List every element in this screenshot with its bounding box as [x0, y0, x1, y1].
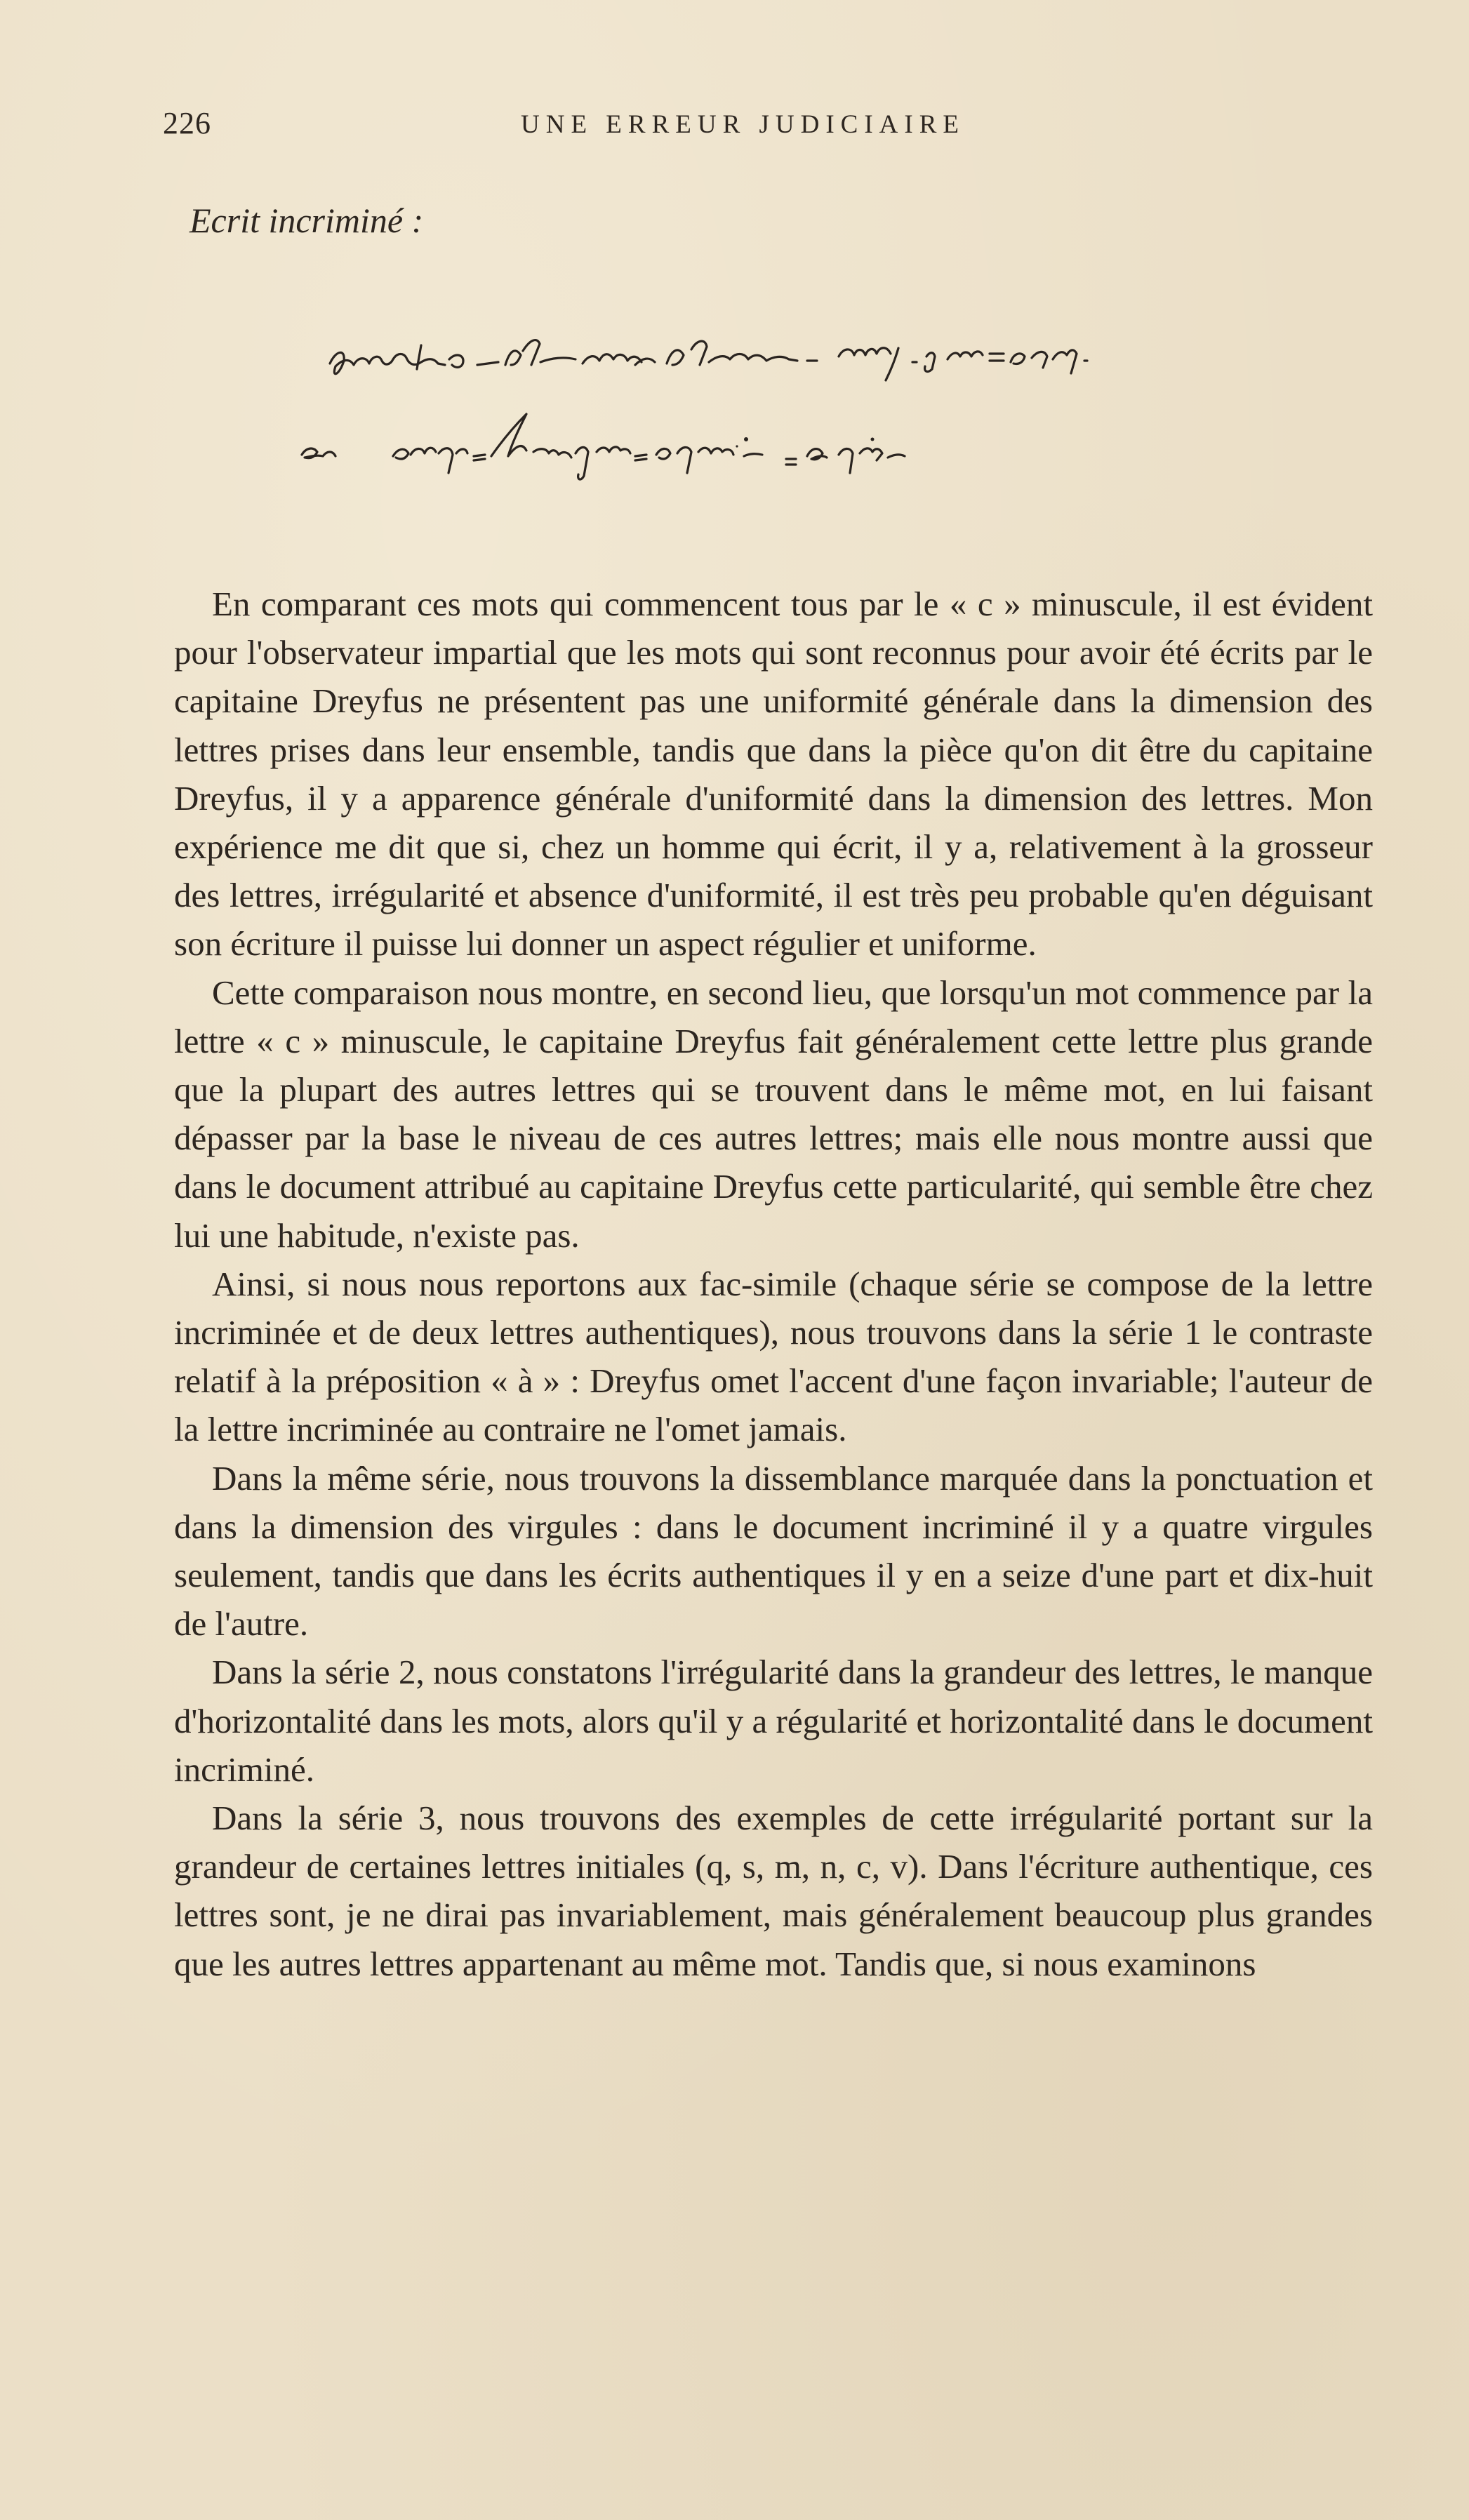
paragraph-4: Dans la même série, nous trouvons la dissemblance marquée dans la ponctuation et dans la dimension des virgules : dans le document incriminé il y a quatre virgules seulement, tandis que dans les écrits authentiques il y en a seize d'une part et dix-huit de l'autre. [174, 1458, 1373, 1644]
handwriting-facsimile [0, 281, 1469, 512]
page-header [163, 105, 1376, 147]
paragraph-1: En comparant ces mots qui commencent tous par le « c » minuscule, il est évident pour l'observateur impartial que les mots qui sont reconnus pour avoir été écrits par le capitaine Dreyfus ne présentent pas une uniformité générale dans la dimension des lettres prises dans leur ensemble, tandis que dans la pièce qu'on dit être du capitaine Dreyfus, il y a apparence générale d'uniformité dans la dimension des lettres. Mon expérience me dit que si, chez un homme qui écrit, il y a, relativement à la grosseur des lettres, irrégularité et absence d'uniformité, il est très peu probable qu'en déguisant son écriture il puisse lui donner un aspect régulier et uniforme. [174, 585, 1373, 964]
handwriting-line-2 [302, 414, 905, 479]
paragraph-5: Dans la série 2, nous constatons l'irrégularité dans la grandeur des lettres, le manque d'horizontalité dans les mots, alors qu'il y a régularité et horizontalité dans le document incriminé. [174, 1653, 1373, 1789]
paragraph-2: Cette comparaison nous montre, en second lieu, que lorsqu'un mot commence par la lettre « c » minuscule, le capitaine Dreyfus fait généralement cette lettre plus grande que la plupart des autres lettres qui se trouvent dans le même mot, en lui faisant dépasser par la base le niveau de ces autres lettres; mais elle nous montre aussi que dans le document attribué au capitaine Dreyfus cette particularité, qui semble être chez lui une habitude, n'existe pas. [174, 973, 1373, 1255]
running-title: UNE ERREUR JUDICIAIRE [521, 110, 965, 139]
paragraph-3: Ainsi, si nous nous reportons aux fac-simile (chaque série se compose de la lettre incriminée et de deux lettres authentiques), nous trouvons dans la série 1 le contraste relatif à la préposition « à » : Dreyfus omet l'accent d'une façon invariable; l'auteur de la lettre incriminée au contraire ne l'omet jamais. [174, 1264, 1373, 1449]
paragraph-6: Dans la série 3, nous trouvons des exemples de cette irrégularité portant sur la grandeur de certaines lettres initiales (q, s, m, n, c, v). Dans l'écriture authentique, ces lettres sont, je ne dirai pas invariablement, mais généralement beaucoup plus grandes que les autres lettres appartenant au même mot. Tandis que, si nous examinons [174, 1799, 1373, 1983]
body-text [174, 580, 1373, 1988]
handwriting-line-1 [330, 340, 1087, 380]
page-number: 226 [163, 106, 211, 140]
facsimile-caption: Ecrit incriminé : [190, 201, 424, 240]
